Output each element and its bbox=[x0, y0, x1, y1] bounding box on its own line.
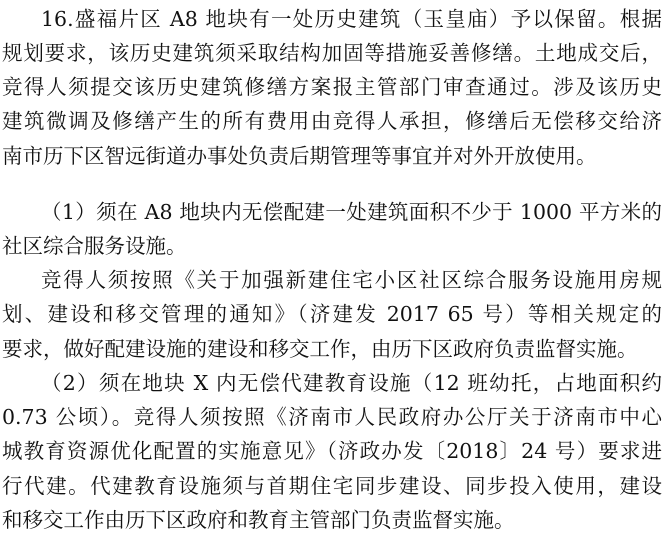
item-1-detail-line-2: 划、建设和移交管理的通知》（济建发 2017 65 号）等相关规定的 bbox=[2, 302, 662, 326]
item-2-line-2: 0.73 公顷）。竞得人须按照《济南市人民政府办公厅关于济南市中心 bbox=[2, 405, 662, 429]
item-1-line-1: （1）须在 A8 地块内无偿配建一处建筑面积不少于 1000 平方米的 bbox=[41, 200, 662, 224]
item-1-detail-line-3: 要求，做好配建设施的建设和移交工作，由历下区政府负责监督实施。 bbox=[2, 337, 638, 361]
paragraph-16-line-3: 竞得人须提交该历史建筑修缮方案报主管部门审查通过。涉及该历史 bbox=[2, 75, 662, 99]
item-1-detail-line-1: 竞得人须按照《关于加强新建住宅小区社区综合服务设施用房规 bbox=[41, 268, 662, 292]
paragraph-16-line-1: 16.盛福片区 A8 地块有一处历史建筑（玉皇庙）予以保留。根据 bbox=[41, 7, 662, 31]
item-1-line-2: 社区综合服务设施。 bbox=[2, 234, 187, 258]
paragraph-16-line-5: 南市历下区智远街道办事处负责后期管理等事宜并对外开放使用。 bbox=[2, 144, 597, 168]
item-2-line-3: 城教育资源优化配置的实施意见》（济政办发〔2018〕24 号）要求进 bbox=[2, 439, 662, 463]
item-2-line-5: 和移交工作由历下区政府和教育主管部门负责监督实施。 bbox=[2, 508, 515, 532]
paragraph-16-line-2: 规划要求，该历史建筑须采取结构加固等措施妥善修缮。土地成交后， bbox=[2, 41, 662, 65]
item-2-line-1: （2）须在地块 X 内无偿代建教育设施（12 班幼托，占地面积约 bbox=[41, 371, 662, 395]
item-2-line-4: 行代建。代建教育设施须与首期住宅同步建设、同步投入使用，建设 bbox=[2, 474, 662, 498]
paragraph-16-line-4: 建筑微调及修缮产生的所有费用由竞得人承担，修缮后无偿移交给济 bbox=[2, 109, 662, 133]
